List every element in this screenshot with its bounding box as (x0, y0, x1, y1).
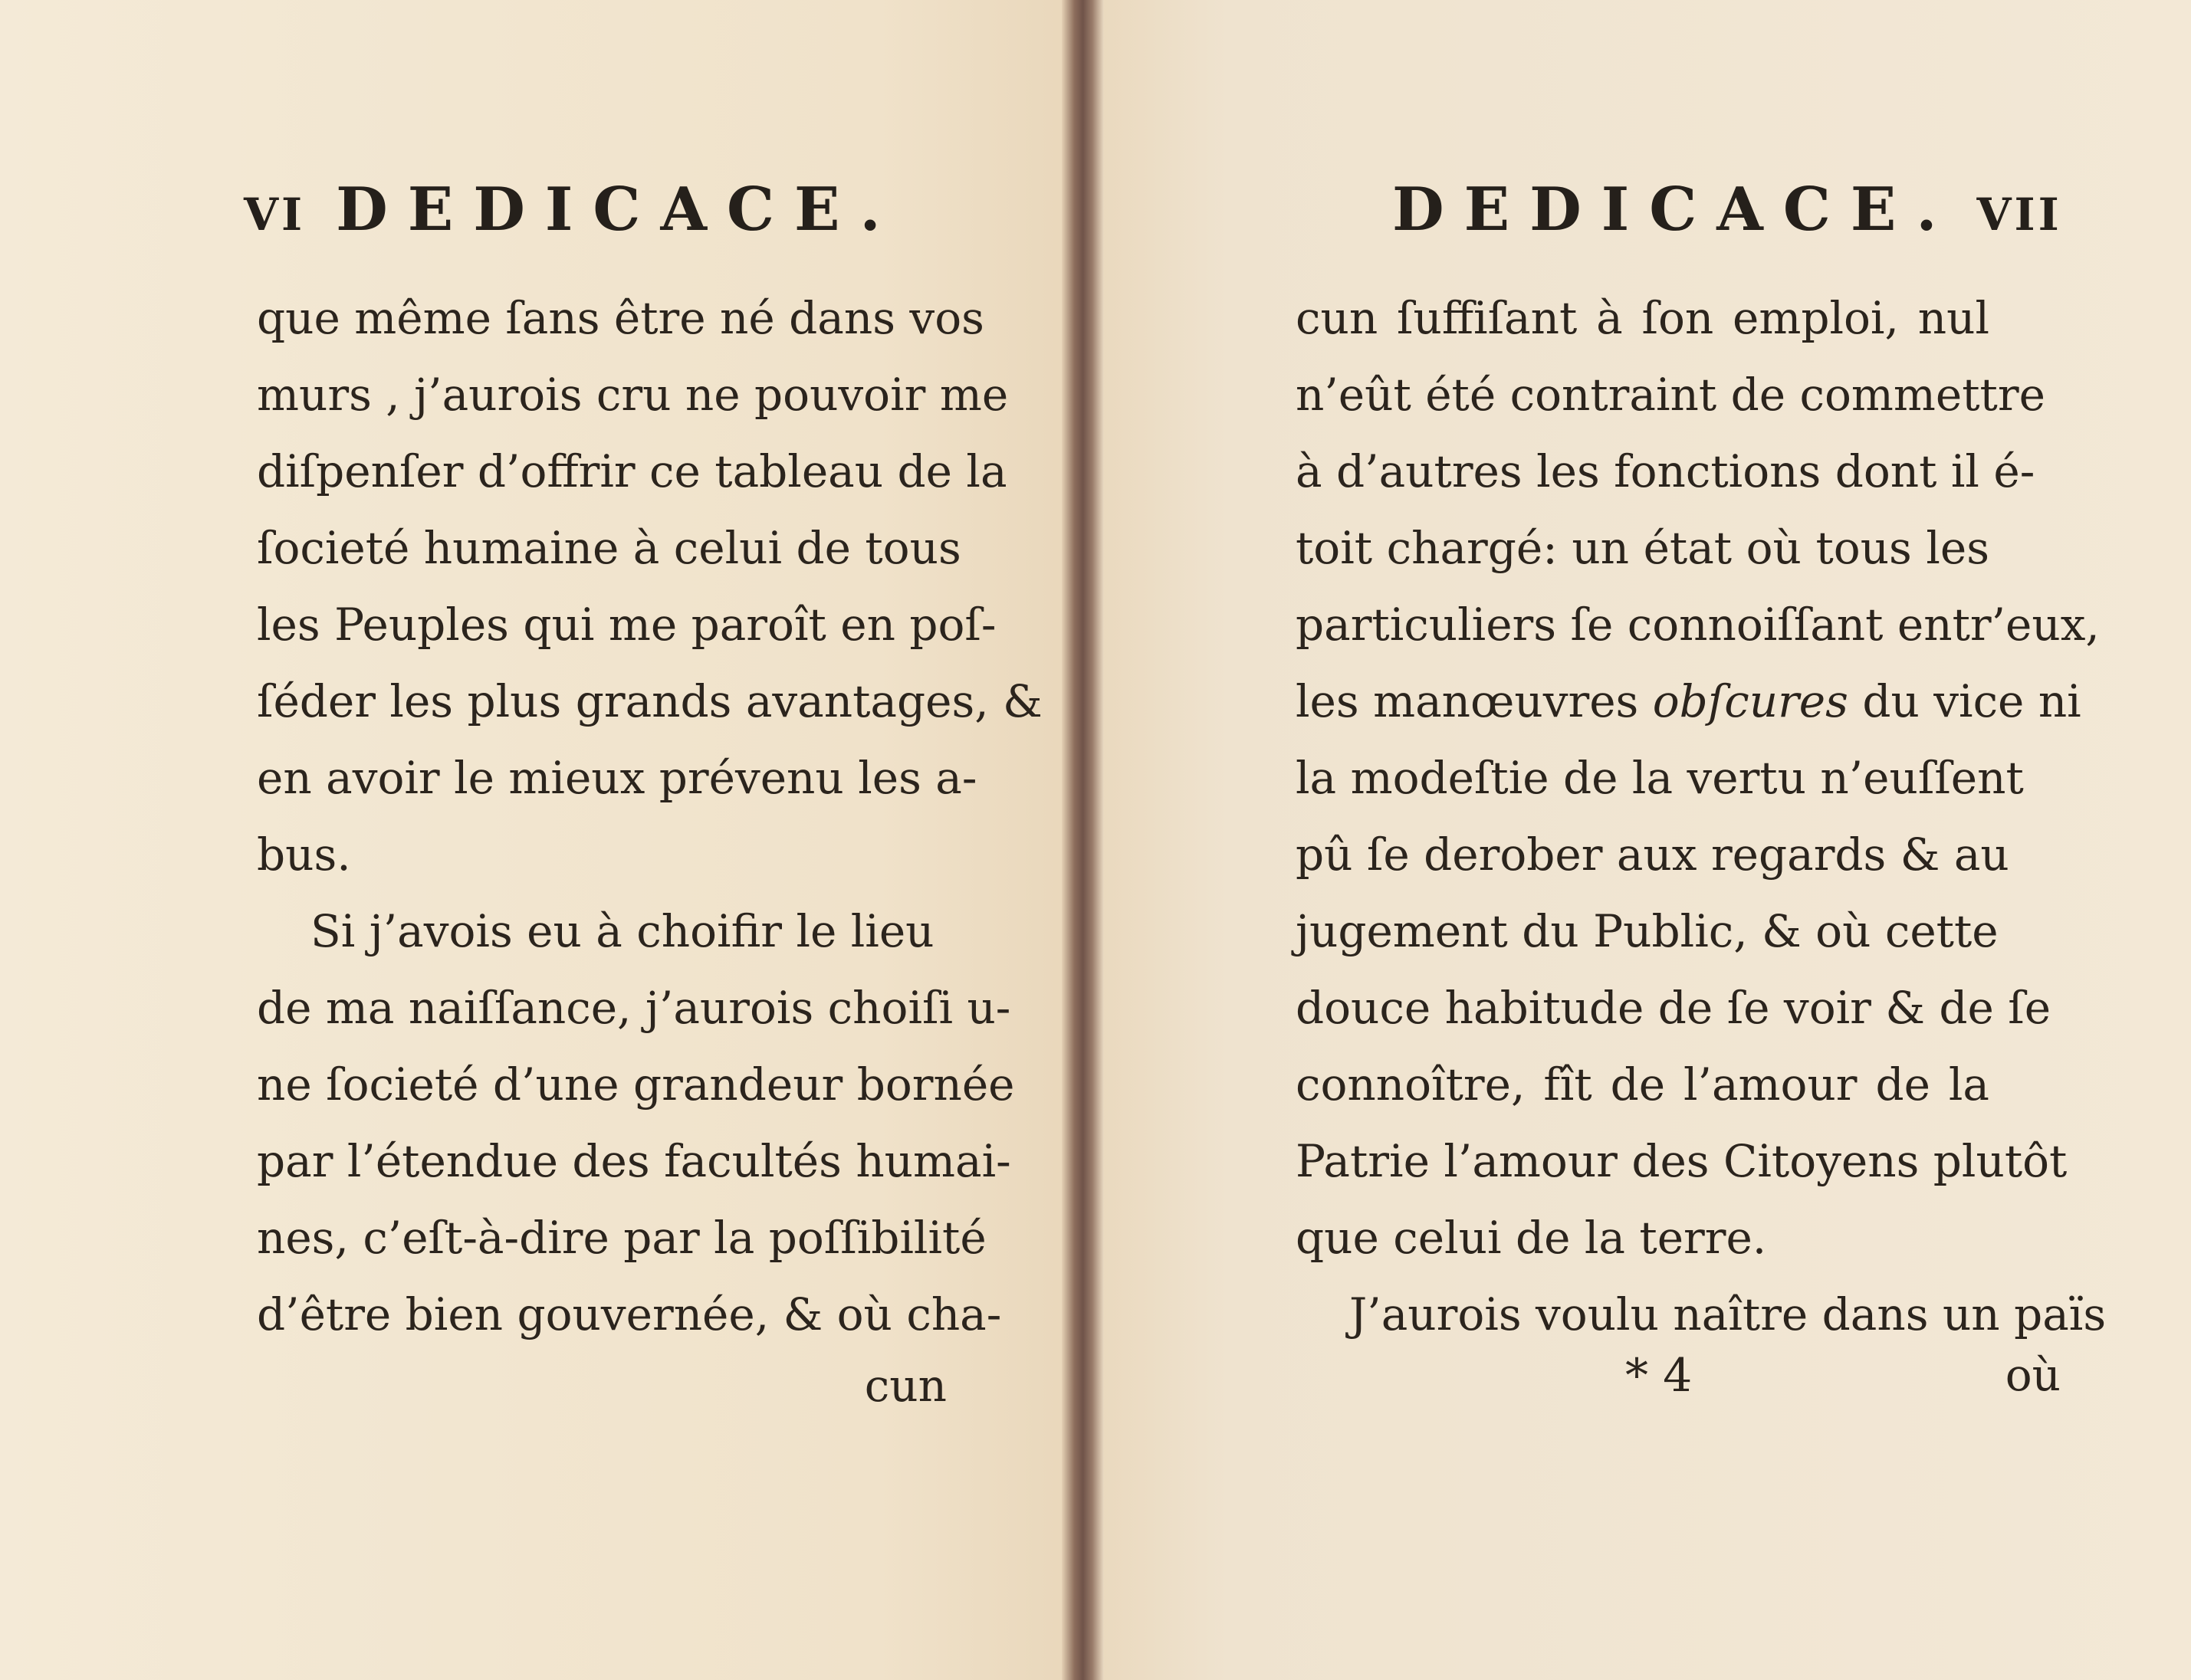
text-line: de ma naiſſance, j’aurois choiſi u- (257, 982, 1011, 1034)
right-page (1089, 0, 2191, 1680)
text-line: ne ſocieté d’une grandeur bornée (257, 1058, 1015, 1111)
text-line: toit chargé: un état où tous les (1296, 522, 1989, 574)
text-line: les manœuvres obſcures du vice ni (1296, 675, 2081, 727)
left-catchword: cun (864, 1360, 947, 1412)
text-line: à d’autres les fonctions dont il é- (1296, 445, 2035, 497)
text-line: que celui de la terre. (1296, 1212, 1767, 1264)
right-folio: VII (1976, 189, 2062, 241)
right-running-head (1392, 175, 2062, 244)
right-body-text (1296, 280, 2107, 1353)
text-line: Patrie l’amour des Citoyens plutôt (1296, 1135, 2068, 1187)
text-line: ſocieté humaine à celui de tous (257, 522, 961, 574)
text-line: bus. (257, 829, 351, 881)
text-line: connoître, fît de l’amour de la (1296, 1058, 1989, 1111)
right-catchword: où (2005, 1349, 2061, 1401)
text-line: Si j’avois eu à choifir le lieu (310, 905, 935, 957)
left-head-title: DEDICACE. (336, 175, 901, 244)
text-line: ſéder les plus grands avantages, & (257, 675, 1043, 727)
left-folio: VI (244, 189, 306, 241)
text-line: J’aurois voulu naître dans un païs (1349, 1288, 2107, 1340)
right-head-title: DEDICACE. (1392, 175, 1957, 244)
left-page (0, 0, 1069, 1680)
text-line: par l’étendue des facultés humai- (257, 1135, 1011, 1187)
text-line: les Peuples qui me paroît en poſ- (257, 599, 997, 651)
signature-mark: * 4 (1625, 1349, 1693, 1403)
text-line: particuliers ſe connoiſſant entr’eux, (1296, 599, 2100, 651)
left-body-text (257, 280, 1043, 1353)
text-line: d’être bien gouvernée, & où cha- (257, 1288, 1002, 1340)
text-line: murs , j’aurois cru ne pouvoir me (257, 369, 1009, 421)
text-line: cun ſuffiſant à ſon emploi, nul (1296, 292, 1989, 344)
left-running-head (244, 175, 901, 244)
text-line: en avoir le mieux prévenu les a- (257, 752, 977, 804)
italic-word: obſcures (1652, 675, 1848, 727)
text-line: n’eût été contraint de commettre (1296, 369, 2045, 421)
text-line: douce habitude de ſe voir & de ſe (1296, 982, 2051, 1034)
text-line: nes, c’eſt-à-dire par la poſſibilité (257, 1212, 987, 1264)
text-line: pû ſe derober aux regards & au (1296, 829, 2009, 881)
text-line: jugement du Public, & où cette (1296, 905, 1999, 957)
text-line: que même ſans être né dans vos (257, 292, 984, 344)
text-line: la modeſtie de la vertu n’euſſent (1296, 752, 2024, 804)
text-line: diſpenſer d’offrir ce tableau de la (257, 445, 1007, 497)
